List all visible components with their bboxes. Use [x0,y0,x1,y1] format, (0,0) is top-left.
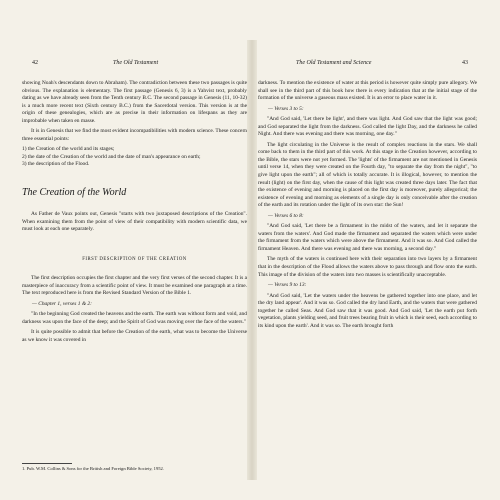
essential-points-list [22,146,247,169]
subsection-title: FIRST DESCRIPTION OF THE CREATION [82,256,187,262]
book-gutter [247,40,257,480]
paragraph: The first description occupies the first chapter and the very first verses of the second chapter. It is a masterpiece of inaccuracy from a scientific point of view. It must be examined one paragraph at a time. The text reproduced here is from the Revised Standard Version of the Bible 1. [22,275,247,297]
footnote: 1. Pub. W.M. Collins & Sons for the British and Foreign Bible Society, 1952. [22,466,164,471]
paragraph: It is in Genesis that we find the most evident incompatibilities with modern science. These concern three essential points: [22,128,247,142]
verse-reference: — Verses 3 to 5: [268,105,304,112]
paragraph: As Father de Vaux points out, Genesis "starts with two juxtaposed descriptions of the Creation". When examining them from the point of view of their compatibility with modern scientific data, we must look at each one separately. [22,211,247,233]
paragraph: The light circulating in the Universe is the result of complex reactions in the stars. We shall come back to them in the third part of this work. At this stage in the Creation however, according to the Bible, the stars were not yet formed. The 'lights' of the firmament are not mentioned in Genesis until verse 14, when they were created on the Fourth day, "to separate the day from the night", "to give light upon the earth"; all of which is totally accurate. It is illogical, however, to mention the result (light) on the first day, when the cause of this light was created three days later. The fact that the existence of evening and morning is placed on the first day is moreover, purely allegorical; the existence of evening and morning as elements of a single day is only conceivable after the creation of the earth and its rotation under the light of its own star: the Sun! [258,141,477,209]
paragraph: It is quite possible to admit that before the Creation of the earth, what was to become the Universe as we know it was covered in [22,329,247,344]
quotation: "In the beginning God created the heavens and the earth. The earth was without form and void, and darkness was upon the face of the deep; and the Spirit of God was moving over the face of the waters." [22,311,247,325]
quotation: "And God said, 'Let the waters under the heavens be gathered together into one place, and let the dry land appear'. And it was so. God called the dry land Earth, and the waters that were gathered together he called Seas. And God saw that it was good. And God said, 'Let the earth put forth vegetation, plants yielding seed, and fruit trees bearing fruit in which is their seed, each according to its kind upon the earth'. And it was so. The earth brought forth [258,292,477,329]
verse-reference: — Chapter 1, verses 1 & 2: [32,300,92,307]
list-item: 1) the Creation of the world and its stages; [22,146,115,153]
list-item: 2) the date of the Creation of the world and the date of man's appearance on earth; [22,153,201,160]
left-running-title: The Old Testament [113,60,159,66]
paragraph: The myth of the waters is continued here with their separation into two layers by a firmament that in the description of the Flood allows the waters above to pass through and flow onto the earth. This image of the division of the waters into two masses is scientifically unacceptable. [258,256,477,278]
right-page [258,80,477,500]
right-running-title: The Old Testament and Science [296,60,372,66]
section-title: The Creation of the World [22,187,127,199]
quotation: "And God said, 'Let there be light', and there was light. And God saw that the light was good; and God separated the light from the darkness. God called the light Day, and the darkness he called Night. And there was evening and there was morning, one day." [258,116,477,138]
paragraph: showing Noah's descendants down to Abraham). The contradiction between these two passages is quite obvious. The explanation is elementary. The first passage (Genesis 6, 3) is a Yahvist text, probably dating as we have already seen from the Tenth century B.C. The second passage in Genesis (11, 10-32) is a much more recent text (Sixth century B.C.) from the Sacerdotal version. This version is at the origin of these genealogies, which are as precise in their information on lifespans as they are improbable when taken en masse. [22,80,247,124]
verse-reference: — Verses 9 to 13: [268,282,307,289]
left-page-number: 42 [32,60,38,66]
right-page-number: 43 [462,60,468,66]
quotation: "And God said, 'Let there be a firmament in the midst of the waters, and let it separate the waters from the waters'. And God made the firmament and separated the waters which were under the firmament from the waters which were above the firmament. And it was so. And God called the firmament Heaven. And there was evening and there was morning, a second day." [258,223,477,252]
left-page [22,80,247,500]
paragraph: darkness. To mention the existence of water at this period is however quite simply pure allegory. We shall see in the third part of this book how there is every indication that at the initial stage of the formation of the universe a gaseous mass existed. It is an error to place water in it. [258,80,477,102]
list-item: 3) the description of the Flood. [22,161,90,168]
footnote-rule [22,463,72,464]
verse-reference: — Verses 6 to 8: [268,212,304,219]
